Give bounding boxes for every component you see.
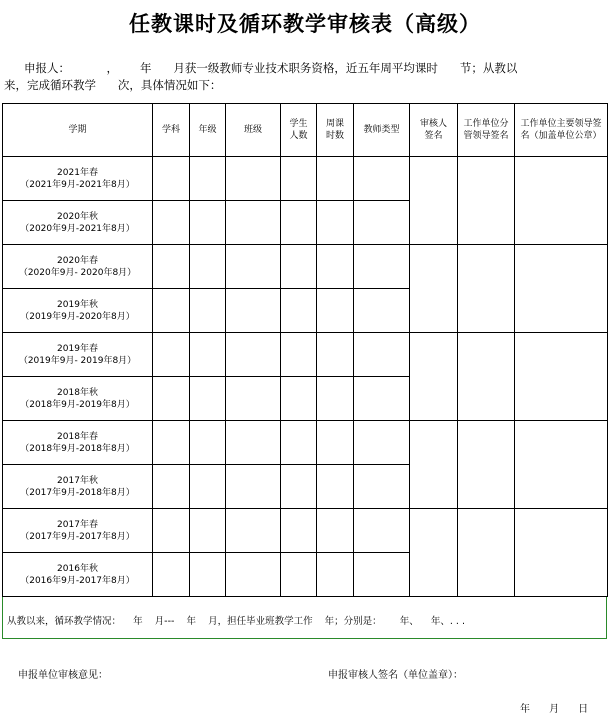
- header-weekly-hours: 周课时数: [317, 104, 354, 157]
- reviewer-sign-cell[interactable]: [410, 333, 458, 421]
- teacher-type-cell[interactable]: [354, 201, 410, 245]
- semester-name: 2017年春: [57, 519, 98, 530]
- weekly-hours-cell[interactable]: [317, 377, 354, 421]
- unit-leader-sign-cell[interactable]: [458, 245, 515, 333]
- class-cell[interactable]: [226, 377, 281, 421]
- students-cell[interactable]: [281, 421, 317, 465]
- grade-cell[interactable]: [190, 553, 226, 597]
- semester-name: 2020年秋: [57, 211, 98, 222]
- semester-name: 2021年春: [57, 167, 98, 178]
- weekly-hours-cell[interactable]: [317, 421, 354, 465]
- class-cell[interactable]: [226, 289, 281, 333]
- header-unit-main-leader-sign: 工作单位主要领导签名（加盖单位公章）: [515, 104, 608, 157]
- unit-main-leader-sign-cell[interactable]: [515, 245, 608, 333]
- subject-cell[interactable]: [153, 245, 190, 289]
- weekly-hours-cell[interactable]: [317, 245, 354, 289]
- unit-main-leader-sign-cell[interactable]: [515, 421, 608, 509]
- header-students: 学生人数: [281, 104, 317, 157]
- unit-leader-sign-cell[interactable]: [458, 509, 515, 597]
- reviewer-sign-cell[interactable]: [410, 245, 458, 333]
- intro-line-2: 来，完成循环教学 次，具体情况如下：: [4, 78, 222, 92]
- students-cell[interactable]: [281, 157, 317, 201]
- unit-main-leader-sign-cell[interactable]: [515, 157, 608, 245]
- class-cell[interactable]: [226, 421, 281, 465]
- semester-cell: [3, 553, 153, 597]
- semester-range: （2019年9月- 2019年8月）: [18, 355, 137, 366]
- semester-range: （2021年9月-2021年8月）: [20, 179, 135, 190]
- weekly-hours-cell[interactable]: [317, 509, 354, 553]
- weekly-hours-cell[interactable]: [317, 333, 354, 377]
- teacher-type-cell[interactable]: [354, 377, 410, 421]
- reviewer-sign-cell[interactable]: [410, 509, 458, 597]
- header-semester: 学期: [3, 104, 153, 157]
- grade-cell[interactable]: [190, 245, 226, 289]
- semester-cell: [3, 157, 153, 201]
- header-reviewer-sign: 审核人签名: [410, 104, 458, 157]
- semester-cell: [3, 201, 153, 245]
- semester-range: （2020年9月- 2020年8月）: [18, 267, 137, 278]
- students-cell[interactable]: [281, 201, 317, 245]
- header-grade: 年级: [190, 104, 226, 157]
- header-teacher-type: 教师类型: [354, 104, 410, 157]
- teacher-type-cell[interactable]: [354, 465, 410, 509]
- semester-name: 2020年春: [57, 255, 98, 266]
- semester-name: 2019年秋: [57, 299, 98, 310]
- date-line: 年 月 日: [520, 704, 589, 715]
- subject-cell[interactable]: [153, 421, 190, 465]
- semester-cell: [3, 245, 153, 289]
- table-row: [3, 333, 608, 377]
- grade-cell[interactable]: [190, 289, 226, 333]
- class-cell[interactable]: [226, 245, 281, 289]
- class-cell[interactable]: [226, 465, 281, 509]
- teaching-hours-table: [2, 103, 608, 597]
- grade-cell[interactable]: [190, 201, 226, 245]
- teacher-type-cell[interactable]: [354, 289, 410, 333]
- subject-cell[interactable]: [153, 289, 190, 333]
- grade-cell[interactable]: [190, 509, 226, 553]
- semester-cell: [3, 465, 153, 509]
- semester-cell: [3, 377, 153, 421]
- header-subject: 学科: [153, 104, 190, 157]
- subject-cell[interactable]: [153, 377, 190, 421]
- table-row: [3, 245, 608, 289]
- grade-cell[interactable]: [190, 333, 226, 377]
- semester-cell: [3, 421, 153, 465]
- semester-name: 2017年秋: [57, 475, 98, 486]
- semester-range: （2016年9月-2017年8月）: [20, 575, 135, 586]
- semester-cell: [3, 509, 153, 553]
- table-row: [3, 509, 608, 553]
- students-cell[interactable]: [281, 333, 317, 377]
- reviewer-signature-label: 申报审核人签名（单位盖章）：: [328, 670, 463, 681]
- class-cell[interactable]: [226, 157, 281, 201]
- semester-name: 2018年秋: [57, 387, 98, 398]
- grade-cell[interactable]: [190, 421, 226, 465]
- unit-main-leader-sign-cell[interactable]: [515, 333, 608, 421]
- semester-name: 2018年春: [57, 431, 98, 442]
- subject-cell[interactable]: [153, 201, 190, 245]
- intro-line-1: 申报人： ， 年 月获一级教师专业技术职务资格，近五年周平均课时 节；从教以: [24, 61, 518, 75]
- teacher-type-cell[interactable]: [354, 245, 410, 289]
- table-row: [3, 157, 608, 201]
- unit-leader-sign-cell[interactable]: [458, 157, 515, 245]
- class-cell[interactable]: [226, 553, 281, 597]
- unit-opinion-label: 申报单位审核意见：: [18, 670, 108, 681]
- semester-name: 2016年秋: [57, 563, 98, 574]
- subject-cell[interactable]: [153, 509, 190, 553]
- weekly-hours-cell[interactable]: [317, 201, 354, 245]
- table-header-row: [3, 104, 608, 157]
- class-cell[interactable]: [226, 333, 281, 377]
- class-cell[interactable]: [226, 509, 281, 553]
- unit-main-leader-sign-cell[interactable]: [515, 509, 608, 597]
- subject-cell[interactable]: [153, 465, 190, 509]
- semester-range: （2020年9月-2021年8月）: [20, 223, 135, 234]
- semester-range: （2017年9月-2018年8月）: [20, 487, 135, 498]
- teacher-type-cell[interactable]: [354, 553, 410, 597]
- weekly-hours-cell[interactable]: [317, 465, 354, 509]
- weekly-hours-cell[interactable]: [317, 553, 354, 597]
- teacher-type-cell[interactable]: [354, 509, 410, 553]
- semester-cell: [3, 289, 153, 333]
- weekly-hours-cell[interactable]: [317, 289, 354, 333]
- semester-range: （2019年9月-2020年8月）: [20, 311, 135, 322]
- semester-cell: [3, 333, 153, 377]
- subject-cell[interactable]: [153, 157, 190, 201]
- table-row: [3, 421, 608, 465]
- students-cell[interactable]: [281, 465, 317, 509]
- reviewer-sign-cell[interactable]: [410, 157, 458, 245]
- weekly-hours-cell[interactable]: [317, 157, 354, 201]
- reviewer-sign-cell[interactable]: [410, 421, 458, 509]
- cycle-teaching-note: 从教以来，循环教学情况： 年 月--- 年 月，担任毕业班教学工作 年；分别是： 年、 年、. . .: [2, 597, 607, 639]
- semester-range: （2018年9月-2019年8月）: [20, 399, 135, 410]
- students-cell[interactable]: [281, 509, 317, 553]
- semester-name: 2019年春: [57, 343, 98, 354]
- subject-cell[interactable]: [153, 333, 190, 377]
- teacher-type-cell[interactable]: [354, 333, 410, 377]
- grade-cell[interactable]: [190, 377, 226, 421]
- students-cell[interactable]: [281, 245, 317, 289]
- unit-leader-sign-cell[interactable]: [458, 333, 515, 421]
- grade-cell[interactable]: [190, 157, 226, 201]
- students-cell[interactable]: [281, 289, 317, 333]
- semester-range: （2018年9月-2018年8月）: [20, 443, 135, 454]
- form-title: 任教课时及循环教学审核表（高级）: [129, 12, 481, 36]
- class-cell[interactable]: [226, 201, 281, 245]
- teacher-type-cell[interactable]: [354, 421, 410, 465]
- unit-leader-sign-cell[interactable]: [458, 421, 515, 509]
- students-cell[interactable]: [281, 377, 317, 421]
- intro-text: [4, 60, 604, 94]
- semester-range: （2017年9月-2017年8月）: [20, 531, 135, 542]
- teacher-type-cell[interactable]: [354, 157, 410, 201]
- header-unit-leader-sign: 工作单位分管领导签名: [458, 104, 515, 157]
- header-class: 班级: [226, 104, 281, 157]
- grade-cell[interactable]: [190, 465, 226, 509]
- students-cell[interactable]: [281, 553, 317, 597]
- subject-cell[interactable]: [153, 553, 190, 597]
